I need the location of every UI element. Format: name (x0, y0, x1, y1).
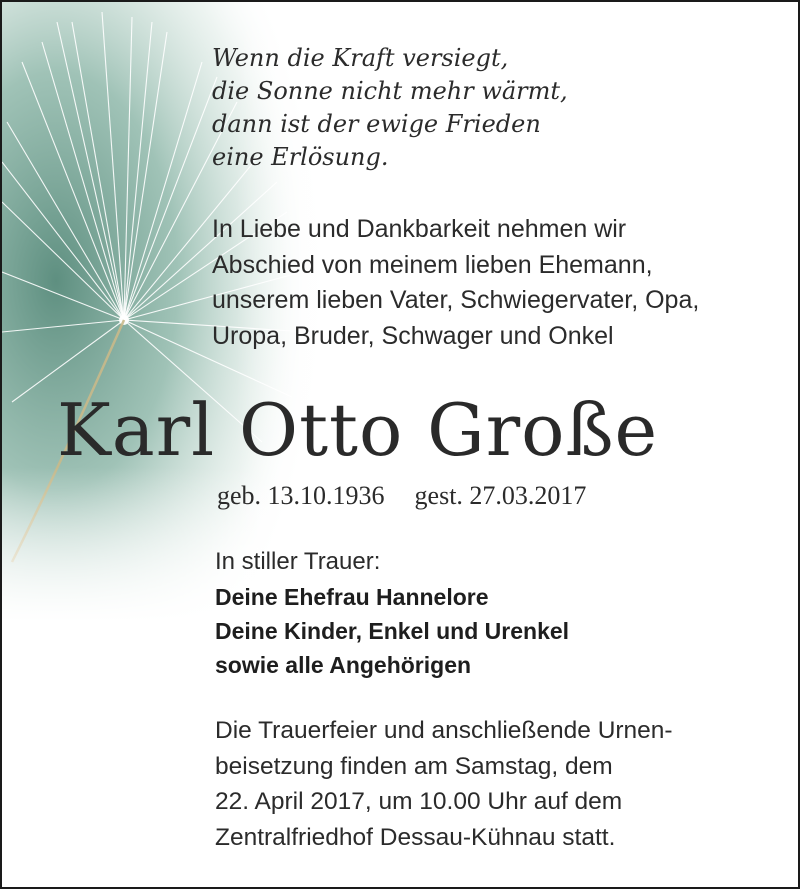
intro-line: In Liebe und Dankbarkeit nehmen wir (212, 215, 627, 243)
funeral-line: beisetzung finden am Samstag, dem (215, 752, 613, 780)
mourner-line: Deine Ehefrau Hannelore (215, 584, 489, 610)
death-date: gest. 27.03.2017 (414, 481, 587, 510)
deceased-name: Karl Otto Große (57, 388, 659, 472)
poem-line: eine Erlösung. (212, 143, 389, 171)
mourner-line: Deine Kinder, Enkel und Urenkel (215, 618, 570, 644)
life-dates (217, 480, 586, 512)
mourners-list (215, 580, 569, 682)
poem (212, 42, 568, 174)
funeral-details (215, 713, 673, 855)
mourners-heading: In stiller Trauer: (215, 548, 381, 575)
funeral-line: Zentralfriedhof Dessau-Kühnau statt. (215, 823, 616, 851)
poem-line: dann ist der ewige Frieden (212, 110, 541, 138)
intro-line: Uropa, Bruder, Schwager und Onkel (212, 321, 614, 350)
intro-text (212, 212, 699, 354)
intro-line: unserem lieben Vater, Schwiegervater, Opa, (212, 286, 700, 314)
poem-line: die Sonne nicht mehr wärmt, (212, 77, 568, 105)
birth-date: geb. 13.10.1936 (217, 481, 385, 510)
funeral-line: 22. April 2017, um 10.00 Uhr auf dem (215, 788, 623, 815)
funeral-line: Die Trauerfeier und anschließende Urnen- (215, 717, 673, 744)
poem-line: Wenn die Kraft versiegt, (212, 44, 509, 72)
mourner-line: sowie alle Angehörigen (215, 652, 472, 678)
intro-line: Abschied von meinem lieben Ehemann, (212, 250, 653, 279)
